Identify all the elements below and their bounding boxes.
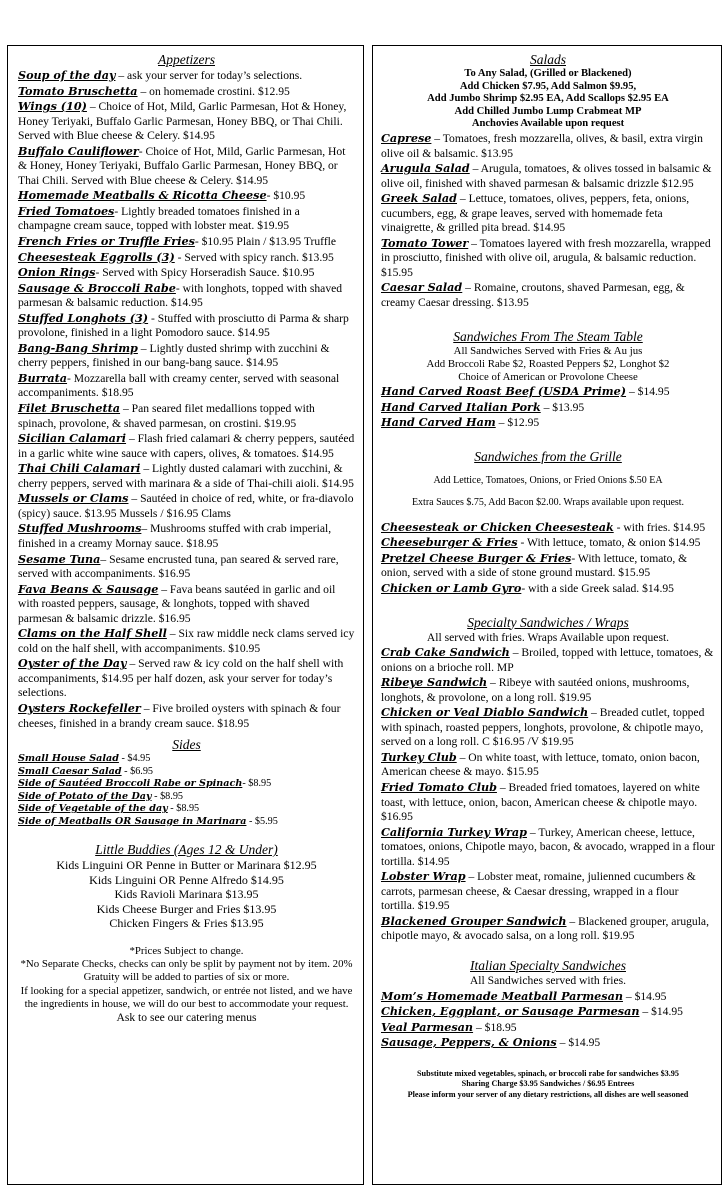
menu-item bbox=[381, 705, 715, 750]
menu-item bbox=[381, 914, 715, 944]
menu-item bbox=[18, 204, 355, 234]
menu-item-name: Arugula Salad bbox=[381, 161, 470, 176]
menu-item-name: Side of Vegetable of the day bbox=[18, 803, 168, 815]
salad-addon-line: Add Chilled Jumbo Lump Crabmeat MP bbox=[454, 105, 642, 117]
menu-item-name: Clams on the Half Shell bbox=[18, 626, 167, 641]
sides-list bbox=[18, 753, 355, 828]
steam-notes bbox=[381, 345, 715, 385]
menu-item-name: Cheeseburger & Fries bbox=[381, 535, 518, 550]
menu-item bbox=[381, 161, 715, 191]
menu-item bbox=[18, 371, 355, 401]
menu-item-name: Stuffed Mushrooms bbox=[18, 521, 142, 536]
menu-item bbox=[18, 84, 355, 100]
menu-item-name: Sausage & Broccoli Rabe bbox=[18, 280, 176, 295]
kids-item: Kids Linguini OR Penne Alfredo $14.95 bbox=[89, 872, 284, 887]
menu-item-desc: – Choice of Hot, Mild, Garlic Parmesan, Hot & Honey, Honey Teriyaki, Buffalo Garlic Parmesan, Honey BBQ, or Thai Chili. Served with Blue cheese & Celery. $14.95 bbox=[18, 100, 347, 143]
menu-item-name: Lobster Wrap bbox=[381, 869, 466, 884]
menu-item-desc: - with longhots, topped with shaved parmesan & balsamic reduction. $14.95 bbox=[18, 281, 343, 310]
menu-item-desc: - $4.95 bbox=[118, 753, 151, 765]
menu-item-desc: - $5.95 bbox=[246, 815, 278, 827]
menu-item-desc: – Ribeye with sautéed onions, mushrooms, longhots, & provolone, on a long roll. $19.95 bbox=[381, 676, 690, 704]
menu-item-name: Pretzel Cheese Burger & Fries bbox=[381, 550, 572, 565]
salads-list bbox=[381, 131, 715, 311]
menu-item-desc: – Lobster meat, romaine, julienned cucumbers & carrots, parmesan cheese, & Caesar dressing, wrapped in a flour tortilla. $19.95 bbox=[381, 870, 696, 913]
footer-notes bbox=[381, 1069, 715, 1100]
menu-item-desc: - $8.95 bbox=[151, 790, 184, 802]
menu-item bbox=[381, 551, 715, 581]
menu-item-desc: – On white toast, with lettuce, tomato, onion bacon, American cheese & mayo. $15.95 bbox=[381, 750, 700, 779]
menu-item-name: Cheesesteak or Chicken Cheesesteak bbox=[381, 519, 614, 534]
menu-item bbox=[18, 701, 355, 731]
menu-item bbox=[381, 280, 715, 310]
menu-item-desc: - Served with Spicy Horseradish Sauce. $10.95 bbox=[95, 266, 315, 280]
menu-item-name: Small House Salad bbox=[18, 753, 119, 765]
menu-item-name: Blackened Grouper Sandwich bbox=[381, 913, 567, 928]
menu-item bbox=[381, 415, 715, 431]
kids-item: Chicken Fingers & Fries $13.95 bbox=[109, 916, 264, 931]
menu-item-desc: - Choice of Hot, Mild, Garlic Parmesan, Hot & Honey, Honey Teriyaki, Buffalo Garlic Parmesan, Honey BBQ, or Thai Chili. Served with Blue cheese & Celery. $14.95 bbox=[18, 144, 346, 187]
menu-item-desc: – Breaded cutlet, topped with spinach, roasted peppers, longhots, provolone, & chipotle mayo, served on a long roll. C $16.95 /V $19.95 bbox=[381, 706, 705, 749]
grille-notes bbox=[381, 475, 715, 510]
menu-item bbox=[381, 675, 715, 705]
specialty-title: Specialty Sandwiches / Wraps bbox=[467, 614, 629, 630]
notices bbox=[18, 945, 355, 1024]
menu-item-name: Stuffed Longhots (3) bbox=[18, 310, 149, 325]
menu-item bbox=[381, 1020, 715, 1036]
menu-item-desc: - $10.95 bbox=[266, 189, 306, 203]
menu-item-desc: – Breaded fried tomatoes, layered on white toast, with lettuce, onion, bacon, American cheese & chipotle mayo. $16.95 bbox=[381, 780, 700, 824]
menu-item-name: Soup of the day bbox=[18, 68, 116, 82]
menu-item-desc: – Tomatoes, fresh mozzarella, olives, & basil, extra virgin olive oil & balsamic. $13.95 bbox=[381, 131, 703, 160]
menu-item-name: Filet Bruschetta bbox=[18, 401, 121, 416]
menu-item-desc: – Sautéed in choice of red, white, or fra-diavolo (spicy) sauce. $13.95 Mussels / $16.95 Clams bbox=[18, 492, 354, 520]
menu-item bbox=[18, 791, 355, 804]
steam-note: Add Broccoli Rabe $2, Roasted Peppers $2, Longhot $2 bbox=[426, 357, 670, 370]
menu-item-name: Tomato Bruschetta bbox=[18, 83, 138, 98]
menu-item bbox=[18, 68, 355, 84]
footer-note: Please inform your server of any dietary restrictions, all dishes are well seasoned bbox=[407, 1089, 689, 1099]
menu-item-name: Sicilian Calamari bbox=[18, 431, 127, 446]
menu-item-desc: – $18.95 bbox=[473, 1020, 517, 1034]
menu-item-desc: - with a side Greek salad. $14.95 bbox=[521, 581, 674, 595]
menu-item bbox=[18, 144, 355, 189]
menu-item-name: Veal Parmesan bbox=[381, 1019, 474, 1034]
menu-item bbox=[18, 461, 355, 491]
menu-item-name: Crab Cake Sandwich bbox=[381, 645, 510, 660]
menu-item-desc: – Pan seared filet medallions topped with spinach, provolone, & shaved parmesan, on crostini. $19.95 bbox=[18, 402, 315, 430]
kids-item: Kids Cheese Burger and Fries $13.95 bbox=[96, 901, 277, 916]
menu-item-desc: – $12.95 bbox=[495, 416, 540, 430]
menu-item bbox=[381, 1035, 715, 1051]
menu-item bbox=[381, 191, 715, 236]
menu-item-desc: – on homemade crostini. $12.95 bbox=[137, 84, 290, 98]
menu-item-desc: - Lightly breaded tomatoes finished in a champagne cream sauce, topped with lobster meat. $19.95 bbox=[18, 204, 300, 233]
menu-item-name: Hand Carved Roast Beef (USDA Prime) bbox=[381, 384, 627, 399]
menu-item bbox=[18, 778, 355, 791]
menu-item bbox=[381, 400, 715, 416]
menu-item bbox=[381, 131, 715, 161]
menu-item bbox=[381, 535, 715, 551]
menu-item-name: Side of Potato of the Day bbox=[18, 790, 152, 802]
salad-addons bbox=[381, 68, 715, 131]
menu-item bbox=[381, 869, 715, 914]
kids-title: Little Buddies (Ages 12 & Under) bbox=[95, 842, 278, 858]
menu-item-name: Ribeye Sandwich bbox=[381, 675, 488, 690]
menu-item bbox=[18, 188, 355, 204]
appetizers-title: Appetizers bbox=[158, 52, 215, 67]
menu-item-name: Thai Chili Calamari bbox=[18, 461, 141, 476]
menu-item-name: Fava Beans & Sausage bbox=[18, 581, 159, 596]
menu-item-desc: – Lightly dusted calamari with zucchini, & cherry peppers, served with marinara & a side of Thai-chili aioli. $14.95 bbox=[18, 462, 354, 490]
steam-table-title: Sandwiches From The Steam Table bbox=[453, 328, 643, 344]
menu-item-name: Wings (10) bbox=[18, 99, 87, 114]
menu-item-name: Fried Tomato Club bbox=[381, 779, 497, 794]
grille-list bbox=[381, 520, 715, 597]
menu-item bbox=[18, 766, 355, 779]
menu-item-name: Tomato Tower bbox=[381, 235, 469, 250]
menu-item-desc: - $6.95 bbox=[121, 765, 154, 777]
kids-item: Kids Ravioli Marinara $13.95 bbox=[114, 887, 259, 902]
menu-item bbox=[18, 281, 355, 311]
menu-item bbox=[18, 582, 355, 627]
right-menu-column bbox=[372, 45, 722, 1185]
kids-list bbox=[18, 858, 355, 931]
menu-item-desc: – Broiled, topped with lettuce, tomatoes, & onions on a brioche roll. MP bbox=[381, 646, 714, 674]
menu-item-desc: – $14.95 bbox=[639, 1005, 683, 1019]
special-request-notice: If looking for a special appetizer, sandwich, or entrée not listed, and we have the ingredients in house, we will do our best to accommodate your request. bbox=[20, 984, 353, 1010]
menu-item-desc: – Turkey, American cheese, lettuce, tomatoes, onions, Chipotle mayo, bacon, & avocado, wrapped in a flour tortilla. $14.95 bbox=[381, 825, 715, 868]
menu-item-desc: – Fava beans sautéed in garlic and oil with roasted peppers, sausage, & longhots, topped with shaved parmesan & balsamic drizzle. $16.95 bbox=[18, 582, 336, 625]
menu-item-name: Hand Carved Italian Pork bbox=[381, 399, 541, 414]
grille-title: Sandwiches from the Grille bbox=[474, 448, 622, 464]
menu-item-name: Caesar Salad bbox=[381, 280, 463, 295]
menu-item-name: Side of Meatballs OR Sausage in Marinara bbox=[18, 815, 247, 827]
menu-item-name: Chicken or Lamb Gyro bbox=[381, 580, 522, 595]
menu-item-desc: – Six raw middle neck clams served icy cold on the half shell, with accompaniments. $10.95 bbox=[18, 627, 355, 655]
menu-item-desc: – Five broiled oysters with spinach & four cheeses, finished in a brandy cream sauce. $18.95 bbox=[18, 701, 341, 730]
menu-item-desc: – Lightly dusted shrimp with zucchini & cherry peppers, finished in our bang-bang sauce. $14.95 bbox=[18, 341, 330, 370]
menu-item-name: Caprese bbox=[381, 130, 432, 145]
menu-item-desc: – $14.95 bbox=[622, 989, 667, 1003]
specialty-list bbox=[381, 645, 715, 944]
menu-item-desc: - $8.95 bbox=[167, 803, 200, 815]
menu-item-desc: - with fries. $14.95 bbox=[613, 520, 706, 534]
menu-item-name: Fried Tomatoes bbox=[18, 203, 115, 218]
menu-item bbox=[18, 816, 355, 829]
menu-item-name: Turkey Club bbox=[381, 749, 457, 764]
menu-item bbox=[381, 825, 715, 870]
menu-item-name: Buffalo Cauliflower bbox=[18, 143, 139, 158]
specialty-note: All served with fries. Wraps Available upon request. bbox=[426, 630, 670, 644]
menu-item bbox=[381, 520, 715, 536]
salad-addon-line: Add Jumbo Shrimp $2.95 EA, Add Scallops $2.95 EA bbox=[427, 93, 669, 105]
left-menu-column bbox=[7, 45, 364, 1185]
menu-item-name: Chicken, Eggplant, or Sausage Parmesan bbox=[381, 1004, 640, 1019]
appetizers-list bbox=[18, 68, 355, 731]
menu-item bbox=[18, 491, 355, 521]
menu-item-desc: - Served with spicy ranch. $13.95 bbox=[174, 250, 334, 264]
menu-item bbox=[18, 656, 355, 701]
menu-item bbox=[381, 750, 715, 780]
menu-item bbox=[18, 431, 355, 461]
menu-item-name: Sesame Tuna bbox=[18, 551, 101, 566]
salad-addon-line: Add Chicken $7.95, Add Salmon $9.95, bbox=[459, 80, 637, 92]
grille-note: Extra Sauces $.75, Add Bacon $2.00. Wraps available upon request. bbox=[411, 497, 685, 509]
menu-item-name: Hand Carved Ham bbox=[381, 415, 496, 430]
menu-item bbox=[18, 250, 355, 266]
menu-item-desc: - $8.95 bbox=[242, 778, 272, 790]
footer-note: Substitute mixed vegetables, spinach, or broccoli rabe for sandwiches $3.95 bbox=[416, 1068, 679, 1078]
checks-notice: *No Separate Checks, checks can only be split by payment not by item. 20% Gratuity will be added to parties of six or more. bbox=[20, 958, 353, 984]
menu-item-name: California Turkey Wrap bbox=[381, 824, 527, 839]
menu-item bbox=[18, 626, 355, 656]
menu-item bbox=[381, 236, 715, 281]
menu-item-name: Chicken or Veal Diablo Sandwich bbox=[381, 705, 589, 720]
menu-item-desc: – Flash fried calamari & cherry peppers, sautéed in a garlic white wine sauce with capers, olives, & tomatoes. $14.95 bbox=[18, 432, 355, 460]
italian-title: Italian Specialty Sandwiches bbox=[470, 958, 626, 973]
menu-item-name: French Fries or Truffle Fries bbox=[18, 234, 195, 249]
menu-item bbox=[381, 1004, 715, 1020]
menu-item-name: Mom’s Homemade Meatball Parmesan bbox=[381, 988, 623, 1003]
menu-item bbox=[381, 780, 715, 825]
menu-item bbox=[18, 753, 355, 766]
prices-notice: *Prices Subject to change. bbox=[129, 945, 244, 958]
menu-item-name: Oysters Rockefeller bbox=[18, 700, 141, 715]
grille-note: Add Lettice, Tomatoes, Onions, or Fried Onions $.50 EA bbox=[433, 474, 663, 486]
salad-addon-line: Anchovies Available upon request bbox=[471, 118, 625, 130]
menu-item-name: Cheesesteak Eggrolls (3) bbox=[18, 249, 175, 264]
menu-item bbox=[18, 552, 355, 582]
menu-item-desc: – Lettuce, tomatoes, olives, peppers, feta, onions, cucumbers, egg, & grape leaves, served with homemade feta vinaigrette, & grilled pita bread. $14.95 bbox=[381, 192, 690, 235]
menu-item-name: Sausage, Peppers, & Onions bbox=[381, 1035, 557, 1050]
menu-item-desc: – Sesame encrusted tuna, pan seared & served rare, served with accompaniments. $16.95 bbox=[18, 552, 339, 581]
menu-item-desc: – Served raw & icy cold on the half shell with accompaniments, $14.95 per half dozen, ask your server for today’s selections. bbox=[18, 657, 344, 700]
menu-item-desc: - With lettuce, tomato, & onion, served with a side of stone ground mustard. $15.95 bbox=[381, 551, 688, 580]
menu-item-name: Small Caesar Salad bbox=[18, 765, 122, 777]
salads-title: Salads bbox=[529, 52, 566, 67]
menu-item bbox=[18, 311, 355, 341]
menu-item-desc: – Blackened grouper, arugula, chipotle mayo, & avocado salsa, on a long roll. $19.95 bbox=[381, 914, 709, 943]
menu-item-desc: – $14.95 bbox=[556, 1036, 601, 1050]
menu-item bbox=[381, 581, 715, 597]
menu-item-desc: - Mozzarella ball with creamy center, served with seasonal accompaniments. $18.95 bbox=[18, 371, 340, 400]
menu-item-name: Oyster of the Day bbox=[18, 656, 127, 671]
menu-item bbox=[18, 401, 355, 431]
menu-item-name: Bang-Bang Shrimp bbox=[18, 340, 138, 355]
menu-item-desc: – $13.95 bbox=[540, 400, 585, 414]
menu-item bbox=[381, 384, 715, 400]
menu-item bbox=[381, 645, 715, 675]
menu-item-desc: – Romaine, croutons, shaved Parmesan, egg, & creamy Caesar dressing. $13.95 bbox=[381, 281, 685, 309]
steam-note: Choice of American or Provolone Cheese bbox=[458, 370, 638, 383]
menu-item-name: Mussels or Clams bbox=[18, 491, 129, 506]
kids-item: Kids Linguini OR Penne in Butter or Marinara $12.95 bbox=[56, 858, 317, 873]
menu-item-name: Homemade Meatballs & Ricotta Cheese bbox=[18, 188, 267, 203]
steam-note: All Sandwiches Served with Fries & Au jus bbox=[453, 344, 643, 357]
menu-item-desc: - $10.95 Plain / $13.95 Truffle bbox=[194, 235, 337, 249]
menu-item bbox=[18, 341, 355, 371]
menu-item-desc: - With lettuce, tomato, & onion $14.95 bbox=[517, 536, 701, 550]
menu-item-desc: – Arugula, tomatoes, & olives tossed in balsamic & olive oil, finished with shaved parmesan & balsamic drizzle $12.95 bbox=[381, 162, 712, 190]
menu-item bbox=[18, 265, 355, 281]
menu-item bbox=[18, 234, 355, 250]
menu-item-desc: – $14.95 bbox=[626, 385, 670, 399]
steam-list bbox=[381, 384, 715, 431]
sides-title: Sides bbox=[172, 737, 201, 753]
italian-note: All Sandwiches served with fries. bbox=[469, 974, 627, 987]
menu-item bbox=[18, 803, 355, 816]
menu-item-name: Side of Sautéed Broccoli Rabe or Spinach bbox=[18, 778, 243, 790]
menu-item bbox=[18, 99, 355, 144]
catering-notice: Ask to see our catering menus bbox=[116, 1011, 257, 1025]
menu-item-name: Onion Rings bbox=[18, 265, 96, 280]
menu-item-name: Burrata bbox=[18, 370, 68, 385]
menu-item bbox=[18, 521, 355, 551]
menu-item-desc: – Tomatoes layered with fresh mozzarella, wrapped in prosciutto, finished with olive oil, arugula, & balsamic reduction. $15.95 bbox=[381, 236, 711, 279]
menu-item-desc: - Stuffed with prosciutto di Parma & sharp provolone, finished in a light Pomodoro sauce. $14.95 bbox=[18, 311, 349, 340]
italian-list bbox=[381, 989, 715, 1051]
footer-note: Sharing Charge $3.95 Sandwiches / $6.95 Entrees bbox=[461, 1079, 635, 1089]
menu-item-name: Greek Salad bbox=[381, 191, 457, 206]
menu-item-desc: – ask your server for today’s selections. bbox=[115, 69, 303, 82]
menu-item-desc: – Mushrooms stuffed with crab imperial, finished in a creamy Mornay sauce. $18.95 bbox=[18, 522, 332, 550]
menu-item bbox=[381, 989, 715, 1005]
salad-addon-line: To Any Salad, (Grilled or Blackened) bbox=[464, 68, 632, 79]
